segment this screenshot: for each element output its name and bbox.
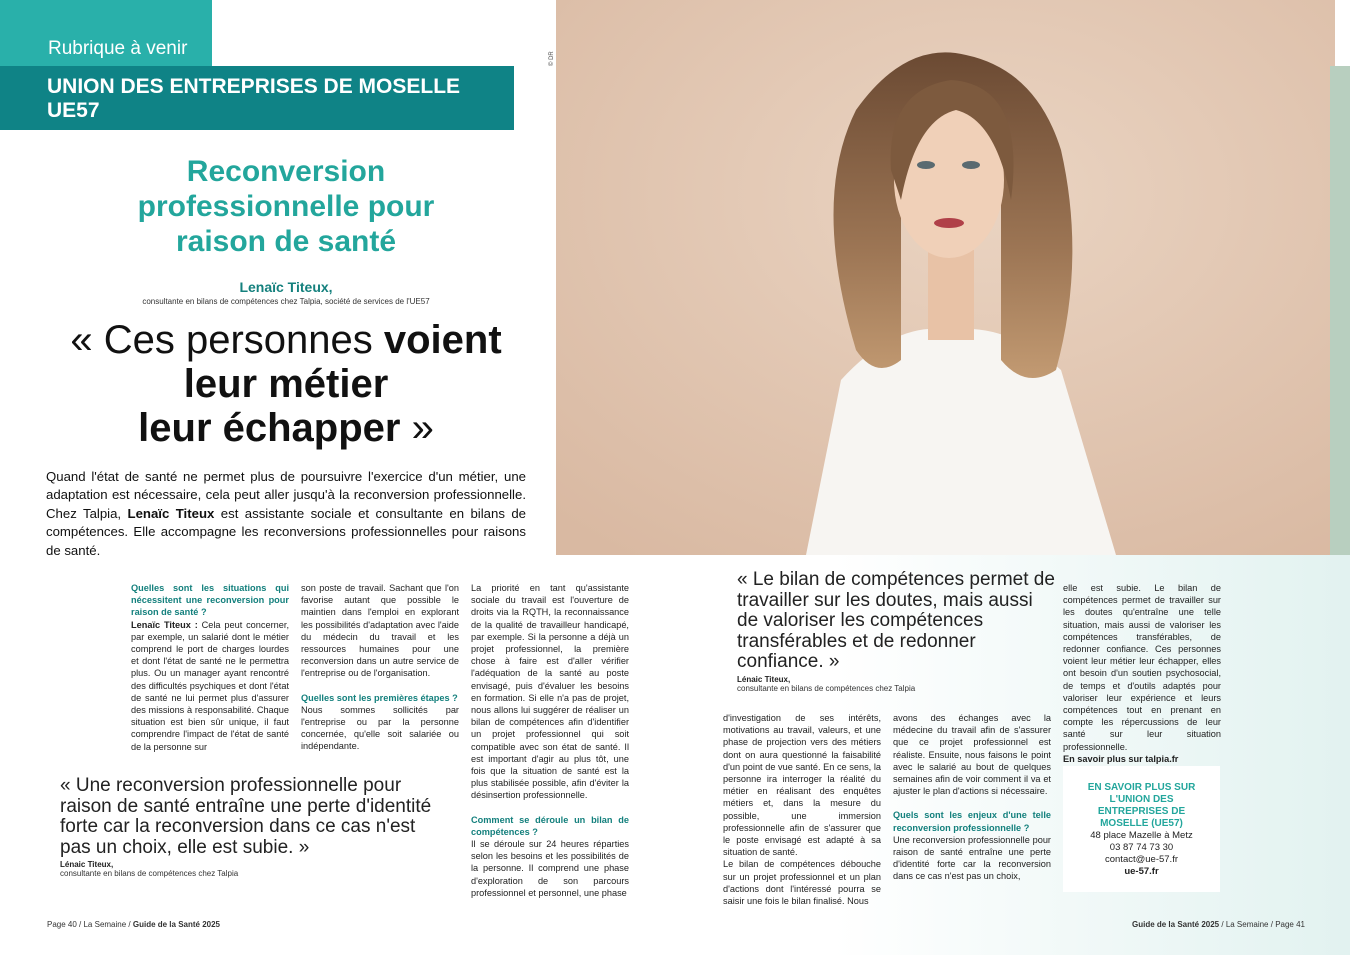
quote-line-2: leur métier bbox=[183, 362, 389, 406]
pull-quote-left-role: consultante en bilans de compétences chez Talpia bbox=[60, 869, 239, 878]
author-role: consultante en bilans de compétences chez Talpia, société de services de l'UE57 bbox=[142, 297, 430, 306]
pull-quote-right-name: Lénaic Titeux, bbox=[737, 674, 791, 684]
answer-1: Cela peut concerner, par exemple, un salarié dont le métier comprend le port de charges lourdes et dont l'état de santé ne le permettra plus. Ou un manager ayant rencontré des difficultés psychiques et dont l'état de santé ne lui permet plus d'assurer des missions à responsabilité. Chaque situation est bien sûr unique, il faut comprendre l'impact de l'état de santé de la personne sur bbox=[131, 619, 289, 752]
info-website[interactable]: ue-57.fr bbox=[1124, 866, 1159, 877]
column-4-text-a: d'investigation de ses intérêts, motivations au travail, valeurs, et une phase de projection vers des métiers dont on aura questionné la faisabilité d'un point de vue santé. En ce sens, la personne ira interroger la réalité du métier en réalisant des enquêtes métiers et, dans la mesure du possible, une immersion professionnelle afin de s'assurer que le poste envisagé est adapté à sa situation de santé. bbox=[723, 713, 881, 858]
quote-open: « Ces personnes bbox=[70, 318, 384, 362]
author-name: Lenaïc Titeux, bbox=[239, 279, 333, 295]
intro-name: Lenaïc Titeux bbox=[127, 505, 215, 521]
footer-right-page: Page 41 bbox=[1275, 920, 1305, 929]
footer-right-guide: Guide de la Santé 2025 bbox=[1131, 920, 1220, 929]
rubric-label: Rubrique à venir bbox=[48, 38, 188, 59]
text-column-6 bbox=[1063, 582, 1221, 765]
pull-quote-left-name: Lénaic Titeux, bbox=[60, 860, 114, 869]
info-box bbox=[1063, 766, 1220, 892]
title-line-3: raison de santé bbox=[175, 225, 397, 258]
footer-left-guide: Guide de la Santé 2025 bbox=[132, 920, 221, 929]
footer-sep: / bbox=[126, 920, 133, 929]
intro-paragraph bbox=[46, 468, 526, 560]
text-column-1 bbox=[131, 582, 289, 753]
footer-sep: / bbox=[76, 920, 84, 929]
footer-left-page: Page 40 bbox=[47, 920, 77, 929]
footer-right-mag: La Semaine bbox=[1225, 920, 1269, 929]
org-name-line1: UNION DES ENTREPRISES DE MOSELLE bbox=[47, 75, 461, 98]
org-name-line2: UE57 bbox=[47, 99, 100, 122]
info-phone[interactable]: 03 87 74 73 30 bbox=[1109, 842, 1174, 853]
more-info-link[interactable]: En savoir plus sur talpia.fr bbox=[1063, 753, 1179, 764]
question-4: Quels sont les enjeux d'une telle reconversion professionnelle ? bbox=[893, 810, 1051, 833]
quote-close: » bbox=[400, 406, 434, 450]
title-line-2: professionnelle pour bbox=[137, 190, 435, 223]
column-4-text-b: Le bilan de compétences débouche sur un projet professionnel et un plan d'actions dont l'intéressé pourra se saisir une fois le bilan finalisé. Nous bbox=[723, 859, 881, 907]
footer-left bbox=[47, 920, 220, 929]
question-1: Quelles sont les situations qui nécessitent une reconversion pour raison de santé ? bbox=[131, 583, 289, 618]
intro-part-2: est assistante sociale et consultante en bilans de compétences. Elle accompagne les reconversions professionnelles pour raisons de santé. bbox=[46, 505, 527, 558]
text-column-2 bbox=[301, 582, 459, 753]
footer-right bbox=[1120, 920, 1305, 929]
decorative-strip bbox=[1330, 66, 1350, 555]
column-5-text-a: avons des échanges avec la médecine du travail afin de s'assurer que ce projet professionnel est réaliste. Ensuite, nous faisons le point avec le salarié au bout de quelques semaines afin de voir comment il va et ajuster le plan d'actions si nécessaire. bbox=[893, 713, 1051, 797]
portrait-photo bbox=[556, 0, 1335, 555]
text-column-4 bbox=[723, 712, 881, 907]
pull-quote-right-text: « Le bilan de compétences permet de travailler sur les doutes, mais aussi de valoriser les compétences transférables et de redonner confiance. » bbox=[737, 569, 1055, 672]
intro-part-1: Quand l'état de santé ne permet plus de poursuivre l'exercice d'un métier, une adaptation est nécessaire, cela peut aller jusqu'à la reconversion professionnelle. Chez Talpia, bbox=[46, 469, 526, 521]
column-2-text-b: Nous sommes sollicités par l'entreprise ou par la personne concernée, qu'elle soit salariée ou indépendante. bbox=[301, 704, 459, 752]
pull-quote-left-text: « Une reconversion professionnelle pour raison de santé entraîne une perte d'identité forte car la reconversion dans ce cas n'est pas un choix, elle est subie. » bbox=[60, 775, 432, 858]
column-3-text-a: La priorité en tant qu'assistante sociale du travail est l'ouverture de droits via la RQTH, la reconnaissance de la qualité de travailleur handicapé, par exemple. Si la personne a déjà un projet professionnel, la première chose à faire est d'aller vérifier l'adéquation de la santé au poste envisagé, puis d'évaluer les besoins en formation. Si elle n'a pas de projet, nous allons lui suggérer de réaliser un bilan de compétences afin d'identifier un projet professionnel qui soit compatible avec son état de santé. Il est important d'agir au plus tôt, une fois que la situation de santé est la plus stabilisée possible, afin d'éviter la désinsertion professionnelle. bbox=[471, 583, 629, 801]
pull-quote-left bbox=[60, 776, 450, 878]
portrait-illustration bbox=[556, 0, 1335, 555]
answer-speaker: Lenaïc Titeux : bbox=[131, 619, 198, 630]
column-6-text: elle est subie. Le bilan de compétences permet de travailler sur les doutes qu'entraîne une telle situation, mais aussi de valoriser les compétences transférables, de redonner confiance. Ces personnes voient leur métier leur échapper, elles ont besoin d'un soutien psychosocial, de temps et d'outils adaptés pour valoriser leur expérience et leurs compétences tout en prenant en compte les répercussions de leur santé sur leur situation professionnelle. bbox=[1063, 583, 1221, 752]
photo-credit: © DR bbox=[549, 51, 555, 66]
info-address: 48 place Mazelle à Metz bbox=[1090, 830, 1193, 841]
question-2: Quelles sont les premières étapes ? bbox=[301, 692, 458, 703]
article-title bbox=[60, 154, 512, 259]
column-3-text-b: Il se déroule sur 24 heures réparties selon les besoins et les possibilités de la personne. Il comprend une phase d'exploration de son parcours professionnel et personnel, une phase bbox=[471, 839, 629, 898]
quote-bold-word: voient bbox=[383, 318, 502, 362]
quote-line-3: leur échapper bbox=[138, 406, 401, 450]
text-column-5 bbox=[893, 712, 1051, 883]
info-box-title: EN SAVOIR PLUS SUR L'UNION DES ENTREPRISES DE MOSELLE (UE57) bbox=[1087, 782, 1196, 829]
question-3: Comment se déroule un bilan de compétences ? bbox=[471, 814, 629, 837]
pull-quote-right-role: consultante en bilans de compétences chez Talpia bbox=[737, 683, 916, 693]
text-column-3 bbox=[471, 582, 629, 899]
footer-sep: / bbox=[1219, 920, 1226, 929]
pull-quote-right bbox=[737, 570, 1057, 693]
column-5-text-b: Une reconversion professionnelle pour raison de santé entraîne une perte d'identité forte car la reconversion dans ce cas n'est pas un choix, bbox=[893, 834, 1051, 882]
footer-left-mag: La Semaine bbox=[83, 920, 127, 929]
org-name bbox=[47, 75, 460, 123]
headline-quote bbox=[40, 318, 532, 450]
footer-sep: / bbox=[1268, 920, 1276, 929]
info-email[interactable]: contact@ue-57.fr bbox=[1104, 854, 1178, 865]
title-line-1: Reconversion bbox=[186, 155, 386, 188]
column-2-text-a: son poste de travail. Sachant que l'on favorise autant que possible le maintien dans l'emploi en explorant les possibilités d'adaptation avec l'aide du médecin du travail et les ressources humaines pour une reconversion dans un autre service de l'entreprise ou de l'organisation. bbox=[301, 583, 459, 679]
